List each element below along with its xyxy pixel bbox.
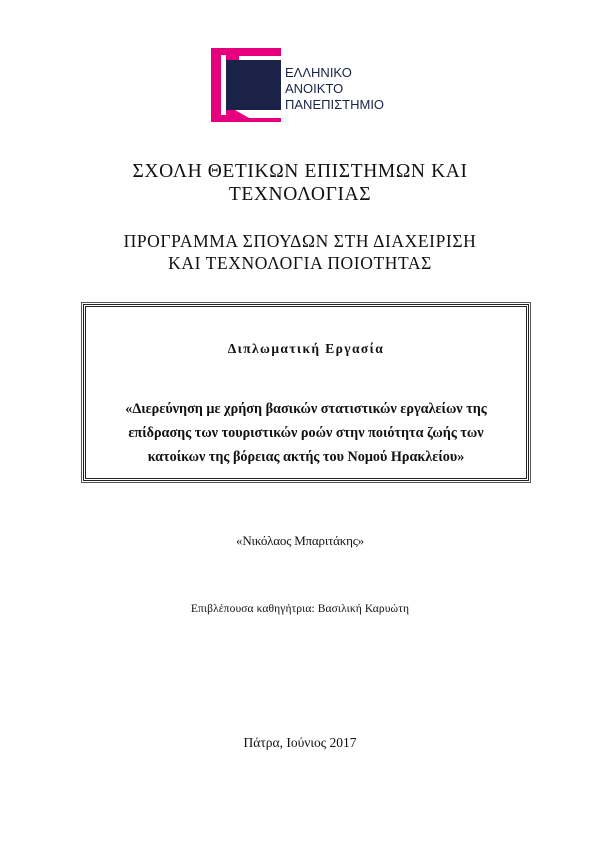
thesis-title-line-3: κατοίκων της βόρειας ακτής του Νομού Ηρακλείου» xyxy=(147,449,465,465)
university-logo xyxy=(211,48,411,124)
school-line-2: ΤΕΧΝΟΛΟΓΙΑΣ xyxy=(228,184,372,205)
program-line-2: ΚΑΙ ΤΕΧΝΟΛΟΓΙΑ ΠΟΙΟΤΗΤΑΣ xyxy=(168,253,432,273)
thesis-title xyxy=(86,397,526,469)
school-line-1: ΣΧΟΛΗ ΘΕΤΙΚΩΝ ΕΠΙΣΤΗΜΩΝ ΚΑΙ xyxy=(132,161,468,182)
university-logo-icon xyxy=(211,48,281,122)
thesis-title-box xyxy=(83,304,529,481)
author-name: «Νικόλαος Μπαριτάκης» xyxy=(236,533,364,548)
supervisor: Επιβλέπουσα καθηγήτρια: Βασιλική Καρυώτη xyxy=(190,603,410,615)
logo-line-3: ΠΑΝΕΠΙΣΤΗΜΙΟ xyxy=(285,97,385,112)
logo-line-2: ΑΝΟΙΚΤΟ xyxy=(285,81,344,96)
thesis-type: Διπλωματική Εργασία xyxy=(227,341,385,356)
program-name xyxy=(0,230,600,274)
place-date: Πάτρα, Ιούνιος 2017 xyxy=(243,735,357,750)
university-name xyxy=(285,65,384,113)
logo-line-1: ΕΛΛΗΝΙΚΟ xyxy=(285,65,352,80)
program-line-1: ΠΡΟΓΡΑΜΜΑ ΣΠΟΥΔΩΝ ΣΤΗ ΔΙΑΧΕΙΡΙΣΗ xyxy=(123,231,477,251)
thesis-title-line-2: επίδρασης των τουριστικών ροών στην ποιότητα ζωής των xyxy=(128,425,484,441)
thesis-title-line-1: «Διερεύνηση με χρήση βασικών στατιστικών εργαλείων της xyxy=(125,401,487,417)
school-name xyxy=(0,160,600,206)
